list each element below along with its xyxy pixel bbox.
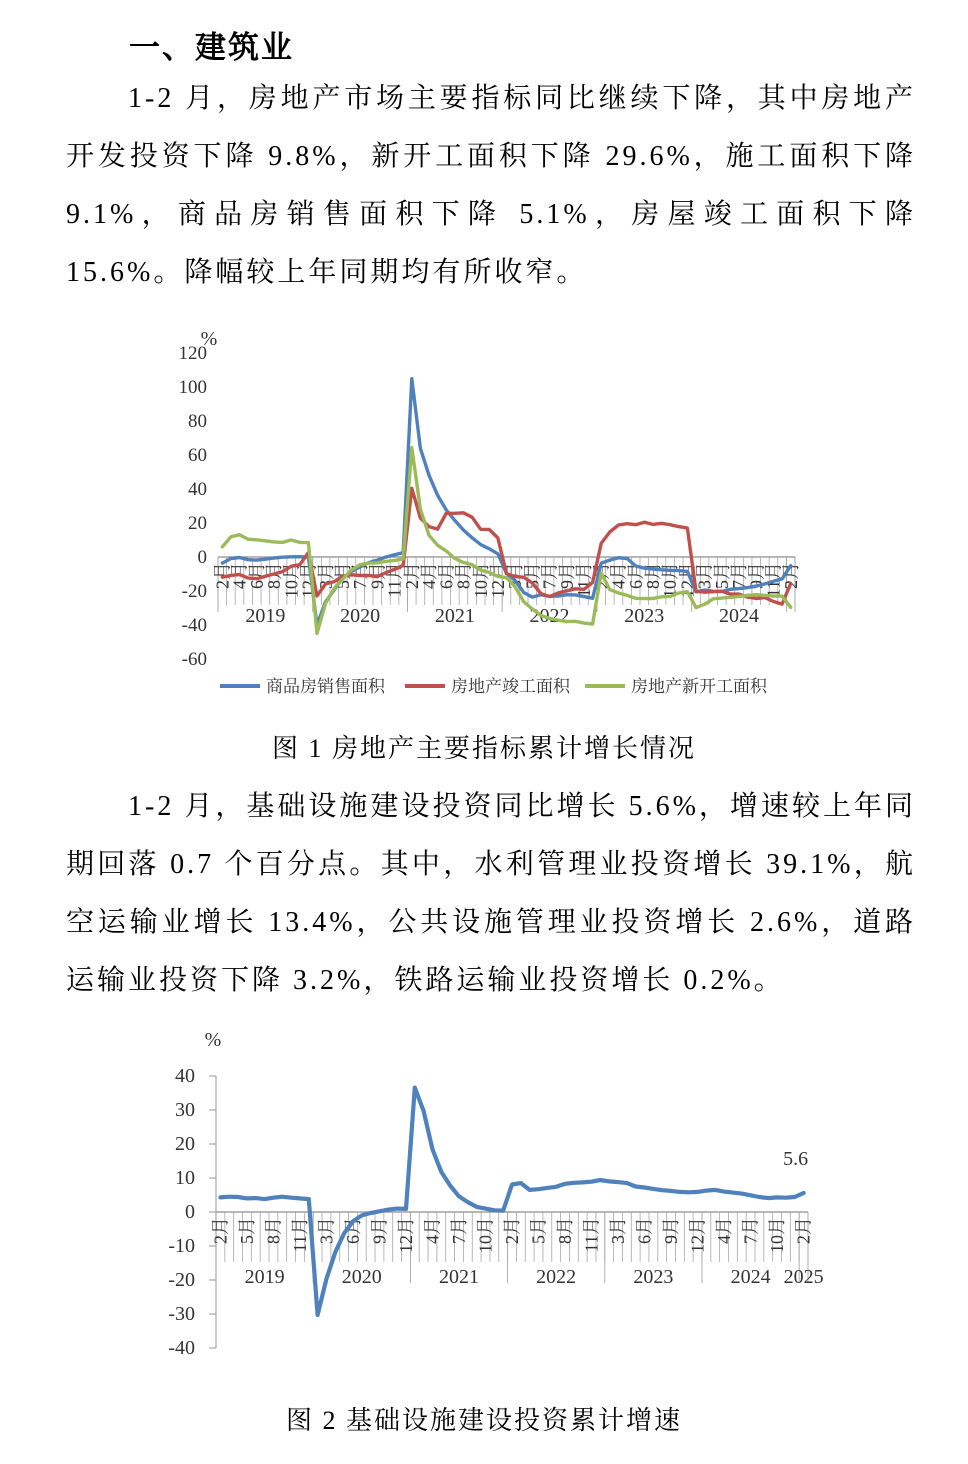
x-axis-year-label: 2021: [438, 1266, 479, 1288]
x-axis-year-label: 2024: [719, 605, 760, 627]
y-axis-tick-label: 30: [175, 1099, 195, 1121]
x-axis-month-label: 12月: [396, 1217, 417, 1253]
y-axis-tick-label: -20: [168, 1269, 195, 1291]
axis-unit-label: %: [200, 328, 218, 350]
figure2-caption: 图 2 基础设施建设投资累计增速: [285, 1406, 682, 1435]
x-axis-month-label: 10月: [470, 562, 491, 598]
paragraph-infrastructure: 1-2 月，基础设施建设投资同比增长 5.6%，增速较上年同期回落 0.7 个百分点。其中，水利管理业投资增长 39.1%，航空运输业增长 13.4%，公共设施管理业投资增长 2.6%，道路运输业投资下降 3.2%，铁路运输业投资增长 0.2%。: [66, 791, 916, 996]
x-axis-month-label: 5月: [528, 1217, 549, 1244]
x-axis-month-label: 3月: [608, 1217, 629, 1244]
x-axis-year-label: 2024: [730, 1266, 771, 1288]
series-line: [222, 448, 790, 634]
x-axis-year-label: 2019: [245, 605, 286, 627]
x-axis-month-label: 2月: [210, 1217, 231, 1244]
x-axis-month-label: 5月: [332, 562, 353, 589]
legend-label: 房地产竣工面积: [451, 677, 570, 696]
x-axis-year-label: 2023: [633, 1266, 674, 1288]
x-axis-month-label: 6月: [625, 562, 646, 589]
axis-unit-label: %: [204, 1029, 222, 1051]
x-axis-month-label: 12月: [687, 1217, 708, 1253]
x-axis-month-label: 11月: [581, 1217, 602, 1253]
x-axis-month-label: 7月: [740, 1217, 761, 1244]
x-axis-month-label: 6月: [634, 1217, 655, 1244]
y-axis-tick-label: -60: [181, 649, 207, 670]
x-axis-month-label: 5月: [711, 562, 732, 589]
series-line: [220, 1088, 803, 1315]
x-axis-month-label: 10月: [767, 1217, 788, 1253]
x-axis-month-label: 10月: [475, 1217, 496, 1253]
x-axis-month-label: 3月: [316, 1217, 337, 1244]
y-axis-tick-label: 0: [185, 1201, 195, 1223]
x-axis-month-label: 9月: [367, 562, 388, 589]
x-axis-month-label: 3月: [505, 562, 526, 589]
x-axis-month-label: 2月: [591, 562, 612, 589]
legend-label: 房地产新开工面积: [631, 677, 767, 696]
x-axis-month-label: 6月: [436, 562, 457, 589]
x-axis-month-label: 4月: [422, 1217, 443, 1244]
x-axis-month-label: 11月: [763, 562, 784, 598]
y-axis-tick-label: 120: [178, 343, 207, 364]
x-axis-month-label: 6月: [343, 1217, 364, 1244]
x-axis-month-label: 2月: [793, 1217, 814, 1244]
y-axis-tick-label: -20: [181, 581, 207, 602]
x-axis-month-label: 8月: [263, 1217, 284, 1244]
x-axis-month-label: 5月: [237, 1217, 258, 1244]
x-axis-month-label: 8月: [555, 1217, 576, 1244]
x-axis-month-label: 4月: [714, 1217, 735, 1244]
x-axis-month-label: 8月: [643, 562, 664, 589]
x-axis-month-label: 12月: [298, 562, 319, 598]
x-axis-month-label: 5月: [522, 562, 543, 589]
chart-infrastructure-investment: [140, 1020, 840, 1400]
x-axis-month-label: 10月: [281, 562, 302, 598]
x-axis-month-label: 4月: [608, 562, 629, 589]
y-axis-tick-label: -40: [168, 1337, 195, 1359]
x-axis-month-label: 11月: [384, 562, 405, 598]
section-heading: 一、建筑业: [129, 30, 294, 65]
x-axis-year-label: 2019: [244, 1266, 285, 1288]
x-axis-month-label: 6月: [246, 562, 267, 589]
x-axis-year-label: 2023: [624, 605, 665, 627]
x-axis-year-label: 2022: [529, 605, 570, 627]
y-axis-tick-label: 60: [188, 445, 207, 466]
x-axis-year-label: 2020: [340, 605, 381, 627]
x-axis-month-label: 2月: [401, 562, 422, 589]
x-axis-month-label: 2月: [212, 562, 233, 589]
x-axis-month-label: 2月: [780, 562, 801, 589]
x-axis-month-label: 9月: [661, 1217, 682, 1244]
x-axis-month-label: 12月: [677, 562, 698, 598]
y-axis-tick-label: -30: [168, 1303, 195, 1325]
x-axis-month-label: 7月: [449, 1217, 470, 1244]
y-axis-tick-label: 100: [178, 377, 207, 398]
y-axis-tick-label: -40: [181, 615, 207, 636]
y-axis-tick-label: -10: [168, 1235, 195, 1257]
x-axis-year-label: 2025: [783, 1266, 824, 1288]
legend-label: 商品房销售面积: [266, 677, 385, 696]
chart-real-estate-indicators: [150, 325, 950, 715]
data-point-label: 5.6: [783, 1147, 809, 1170]
x-axis-month-label: 7月: [539, 562, 560, 589]
x-axis-month-label: 9月: [746, 562, 767, 589]
x-axis-month-label: 9月: [369, 1217, 390, 1244]
x-axis-month-label: 2月: [502, 1217, 523, 1244]
x-axis-month-label: 8月: [264, 562, 285, 589]
x-axis-month-label: 4月: [419, 562, 440, 589]
x-axis-year-label: 2022: [536, 1266, 577, 1288]
x-axis-month-label: 3月: [694, 562, 715, 589]
y-axis-tick-label: 40: [175, 1065, 195, 1087]
y-axis-tick-label: 20: [175, 1133, 195, 1155]
y-axis-tick-label: 80: [188, 411, 207, 432]
x-axis-month-label: 7月: [350, 562, 371, 589]
x-axis-month-label: 9月: [556, 562, 577, 589]
y-axis-tick-label: 40: [188, 479, 207, 500]
x-axis-month-label: 8月: [453, 562, 474, 589]
x-axis-year-label: 2020: [341, 1266, 382, 1288]
figure1-caption: 图 1 房地产主要指标累计增长情况: [271, 734, 696, 763]
x-axis-year-label: 2021: [434, 605, 475, 627]
paragraph-real-estate: 1-2 月，房地产市场主要指标同比继续下降，其中房地产开发投资下降 9.8%，新开工面积下降 29.6%，施工面积下降 9.1%，商品房销售面积下降 5.1%，房屋竣工面积下降 15.6%。降幅较上年同期均有所收窄。: [66, 83, 916, 288]
x-axis-month-label: 4月: [229, 562, 250, 589]
x-axis-month-label: 7月: [729, 562, 750, 589]
y-axis-tick-label: 10: [175, 1167, 195, 1189]
x-axis-month-label: 11月: [290, 1217, 311, 1253]
x-axis-month-label: 10月: [660, 562, 681, 598]
y-axis-tick-label: 20: [188, 513, 207, 534]
x-axis-month-label: 12月: [488, 562, 509, 598]
x-axis-month-label: 3月: [315, 562, 336, 589]
x-axis-month-label: 11月: [574, 562, 595, 598]
y-axis-tick-label: 0: [197, 547, 207, 568]
